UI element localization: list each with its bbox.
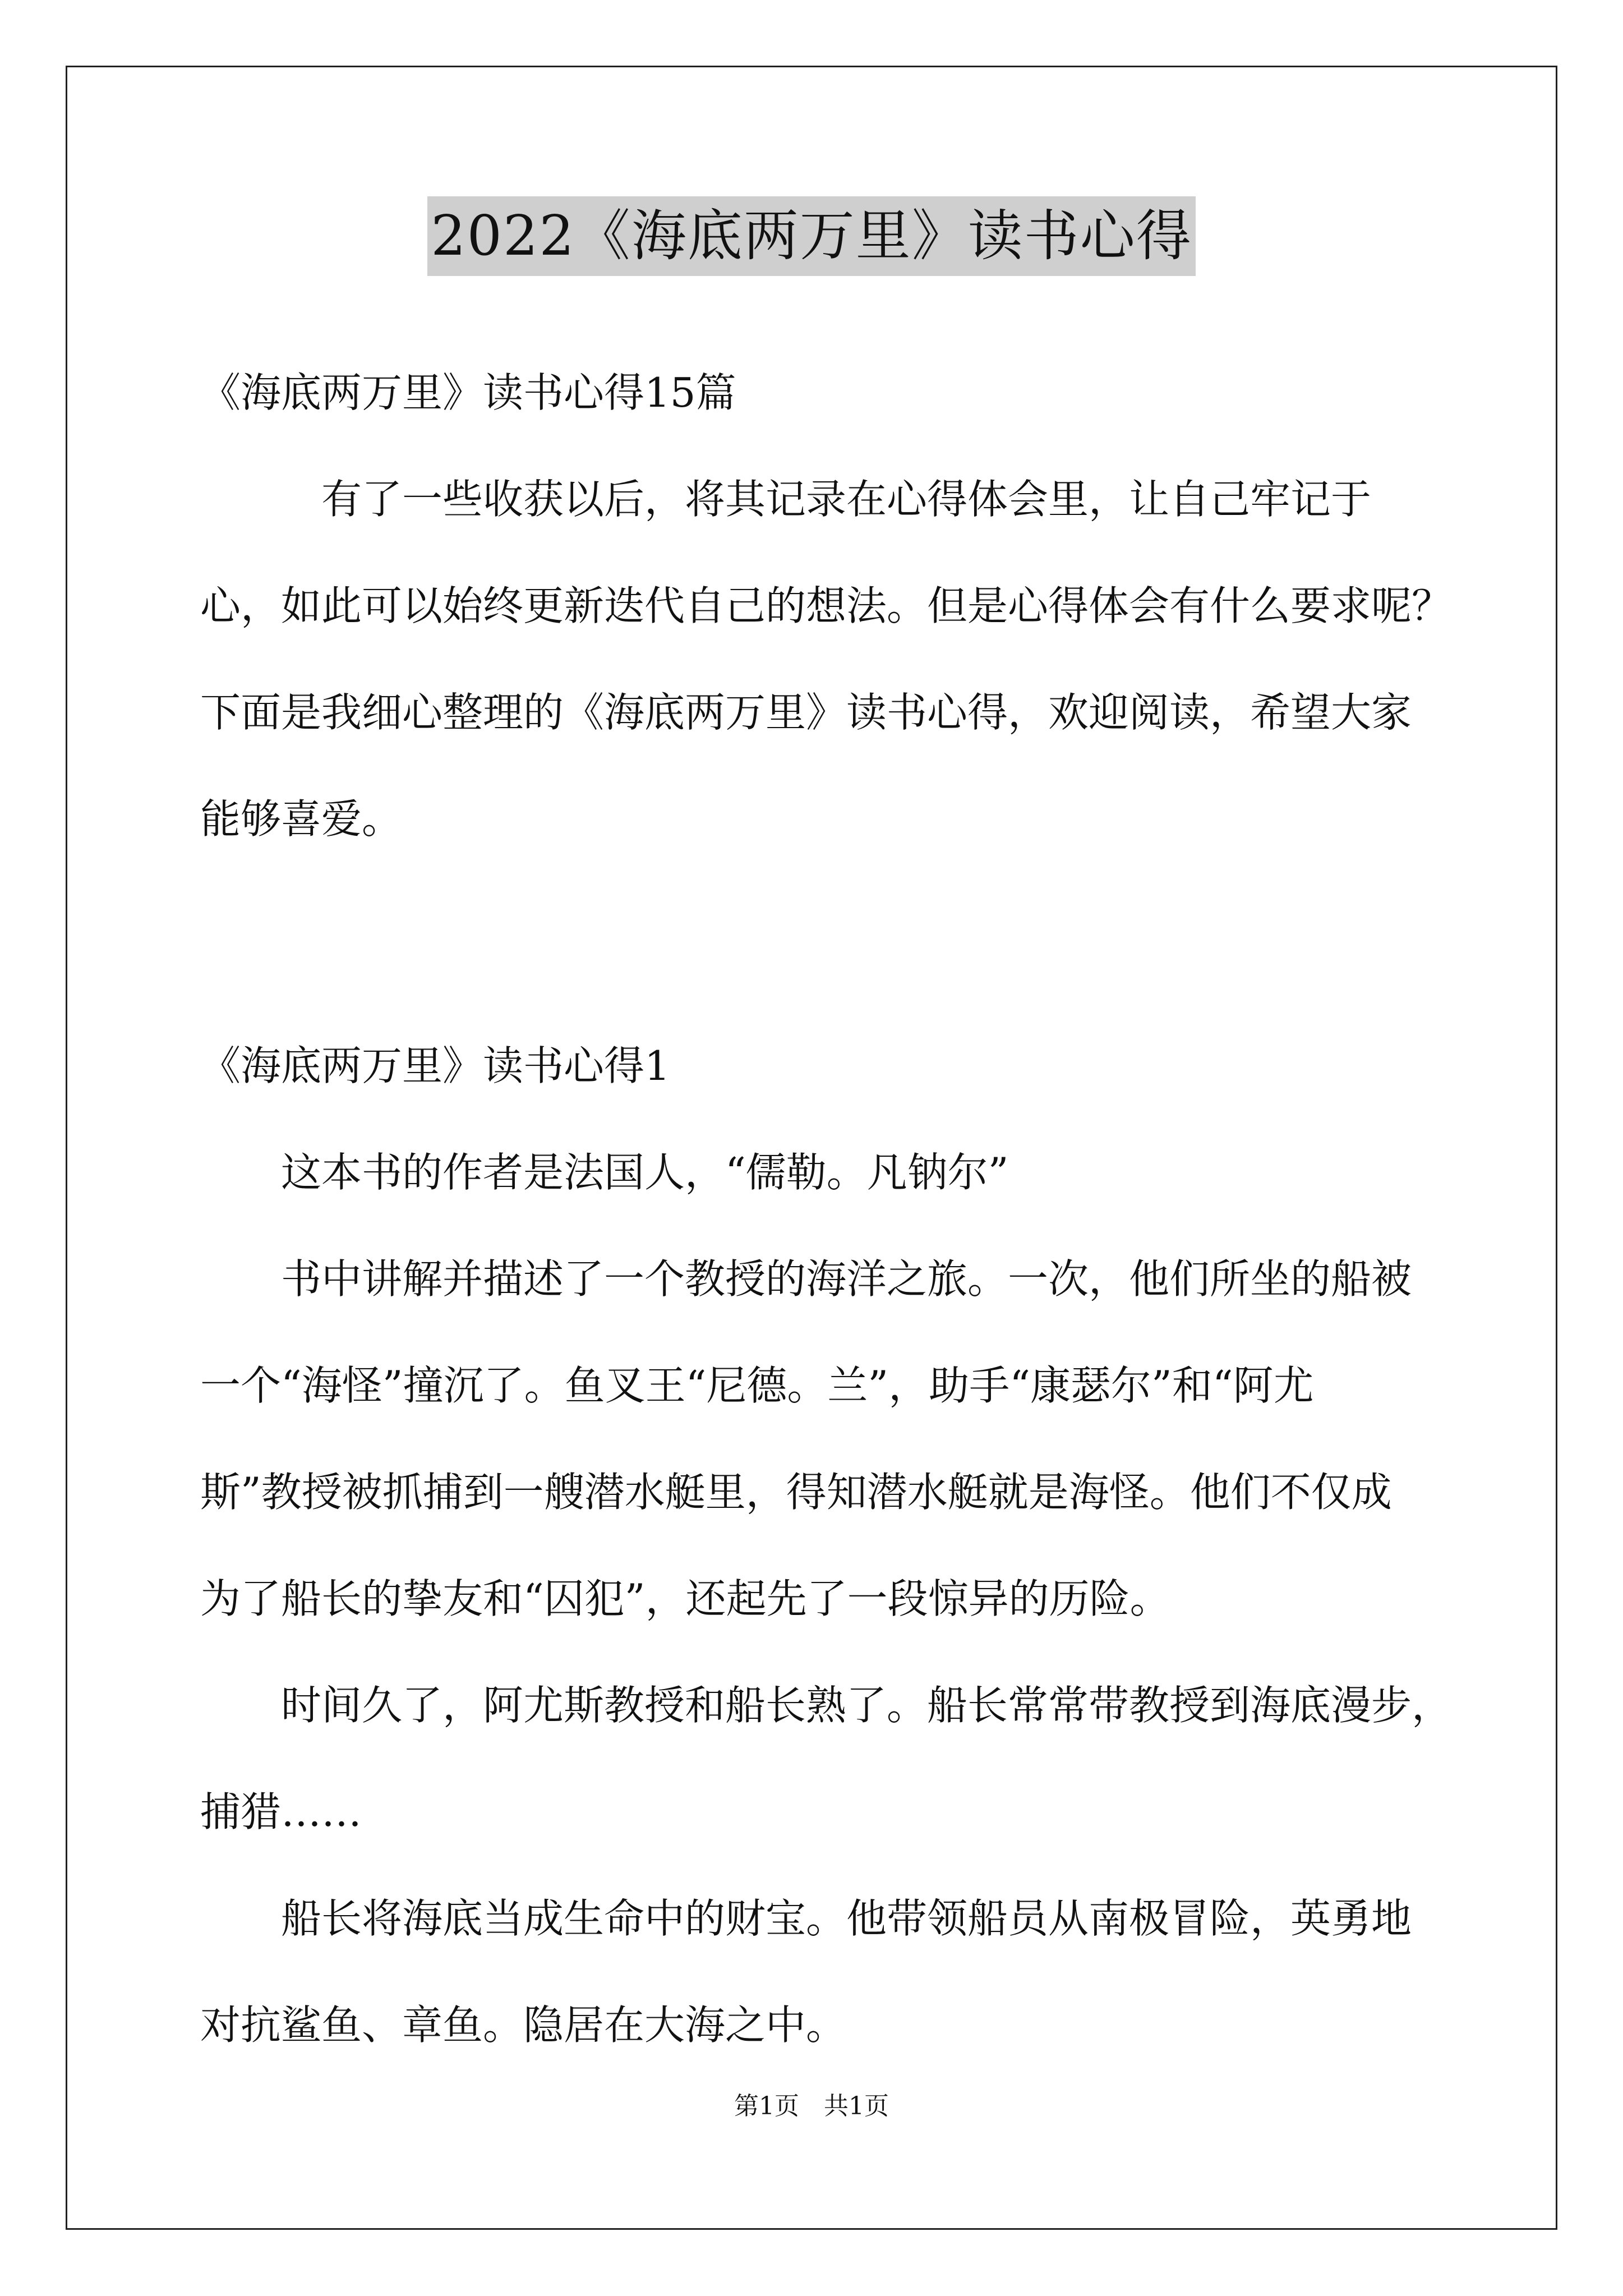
intro-line: 心，如此可以始终更新迭代自己的想法。但是心得体会有什么要求呢？: [200, 582, 1453, 629]
subtitle: 《海底两万里》读书心得15篇: [200, 369, 736, 416]
body-line: 为了船长的挚友和“囚犯”，还起先了一段惊异的历险。: [200, 1575, 1170, 1622]
document-body: [200, 339, 1453, 2078]
body-line: 时间久了，阿尤斯教授和船长熟了。船长常常带教授到海底漫步，: [200, 1682, 1453, 1729]
body-line: 船长将海底当成生命中的财宝。他带领船员从南极冒险，英勇地: [200, 1895, 1412, 1942]
page-footer: 第1页 共1页: [734, 2092, 889, 2120]
body-line: 书中讲解并描述了一个教授的海洋之旅。一次，他们所坐的船被: [200, 1255, 1412, 1303]
body-line: 捕猎……: [200, 1788, 362, 1835]
intro-line: 能够喜爱。: [200, 795, 403, 843]
intro-line: 有了一些收获以后，将其记录在心得体会里，让自己牢记于: [200, 476, 1372, 523]
intro-line: 下面是我细心整理的《海底两万里》读书心得，欢迎阅读，希望大家: [200, 689, 1412, 736]
title-container: [0, 196, 1623, 276]
paragraph-gap: [200, 872, 1440, 1013]
body-line: 一个“海怪”撞沉了。鱼叉王“尼德。兰”，助手“康瑟尔”和“阿尤: [200, 1362, 1314, 1409]
section-heading: 《海底两万里》读书心得1: [200, 1042, 670, 1089]
body-line: 斯”教授被抓捕到一艘潜水艇里，得知潜水艇就是海怪。他们不仅成: [200, 1469, 1392, 1516]
document-title: 2022《海底两万里》读书心得: [427, 196, 1195, 276]
body-line: 这本书的作者是法国人，“儒勒。凡钠尔”: [200, 1149, 1009, 1196]
body-line: 对抗鲨鱼、章鱼。隐居在大海之中。: [200, 2001, 847, 2049]
